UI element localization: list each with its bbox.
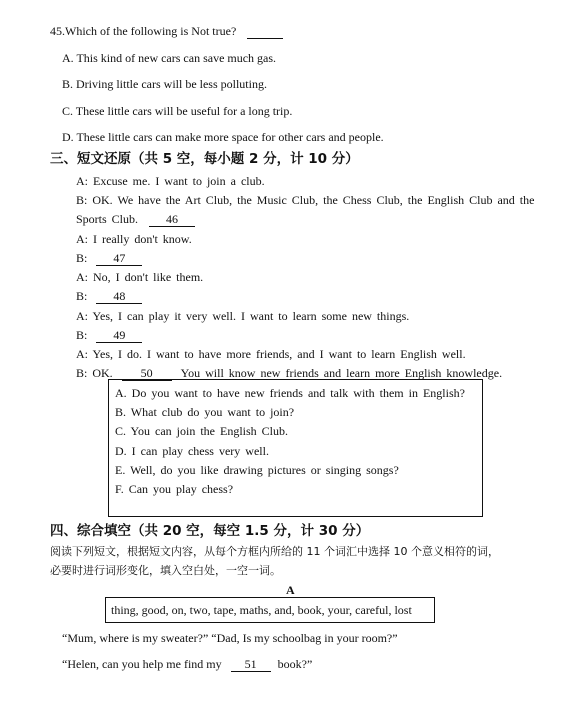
dialogue-line-9-speaker: B: [76,328,88,342]
section4-instruction-1: 阅读下列短文，根据短文内容，从每个方框内所给的 11 个词汇中选择 10 个意义相符的词， [50,545,499,558]
choice-a: A. Do you want to have new friends and talk with them in English? [115,386,465,400]
blank-47: 47 [96,252,142,266]
choice-b: B. What club do you want to join? [115,405,295,419]
dialogue-line-10: A: Yes, I do. I want to have more friends, and I want to learn English well. [76,347,466,361]
q45-option-d: D. These little cars can make more space for other cars and people. [62,130,384,144]
q45-stem [50,24,283,39]
section4-heading: 四、综合填空（共 20 空，每空 1.5 分，计 30 分） [50,523,370,539]
dialogue-line-3-text: Sports Club. [76,212,139,226]
choice-f: F. Can you play chess? [115,482,234,496]
dialogue-line-2: B: OK. We have the Art Club, the Music Club, the Chess Club, the English Club and the [76,193,535,207]
dialogue-line-3 [76,212,195,227]
passage-line-2 [62,657,312,672]
dialogue-line-5 [76,251,142,266]
q45-option-b: B. Driving little cars will be less polluting. [62,77,267,91]
q45-stem-text: 45.Which of the following is Not true? [50,24,237,38]
blank-46: 46 [149,213,195,227]
section4-instruction-2: 必要时进行词形变化，填入空白处，一空一词。 [50,564,281,577]
section3-heading: 三、短文还原（共 5 空，每小题 2 分，计 10 分） [50,151,359,167]
word-bank: thing, good, on, two, tape, maths, and, book, your, careful, lost [111,603,412,617]
passage-line-2-text: “Helen, can you help me find my [62,657,222,671]
passage-line-1: “Mum, where is my sweater?” “Dad, Is my schoolbag in your room?” [62,631,398,645]
dialogue-line-11-text: You will know new friends and learn more English knowledge. [180,366,503,380]
blank-49: 49 [96,329,142,343]
dialogue-line-7-speaker: B: [76,289,88,303]
dialogue-line-6: A: No, I don't like them. [76,270,204,284]
blank-51: 51 [231,658,271,672]
passage-line-2-end: book?” [277,657,313,671]
dialogue-line-5-speaker: B: [76,251,88,265]
choice-c: C. You can join the English Club. [115,424,289,438]
dialogue-line-8: A: Yes, I can play it very well. I want to learn some new things. [76,309,410,323]
dialogue-line-7 [76,289,142,304]
passage-label: A [286,583,295,597]
dialogue-line-1: A: Excuse me. I want to join a club. [76,174,265,188]
blank-50: 50 [122,367,172,381]
dialogue-line-11-speaker: B: OK. [76,366,113,380]
blank-48: 48 [96,290,142,304]
choice-e: E. Well, do you like drawing pictures or singing songs? [115,463,399,477]
q45-answer-blank [247,25,283,39]
dialogue-line-9 [76,328,142,343]
q45-option-a: A. This kind of new cars can save much gas. [62,51,277,65]
q45-option-c: C. These little cars will be useful for a long trip. [62,104,293,118]
choice-d: D. I can play chess very well. [115,444,269,458]
dialogue-line-4: A: I really don't know. [76,232,192,246]
